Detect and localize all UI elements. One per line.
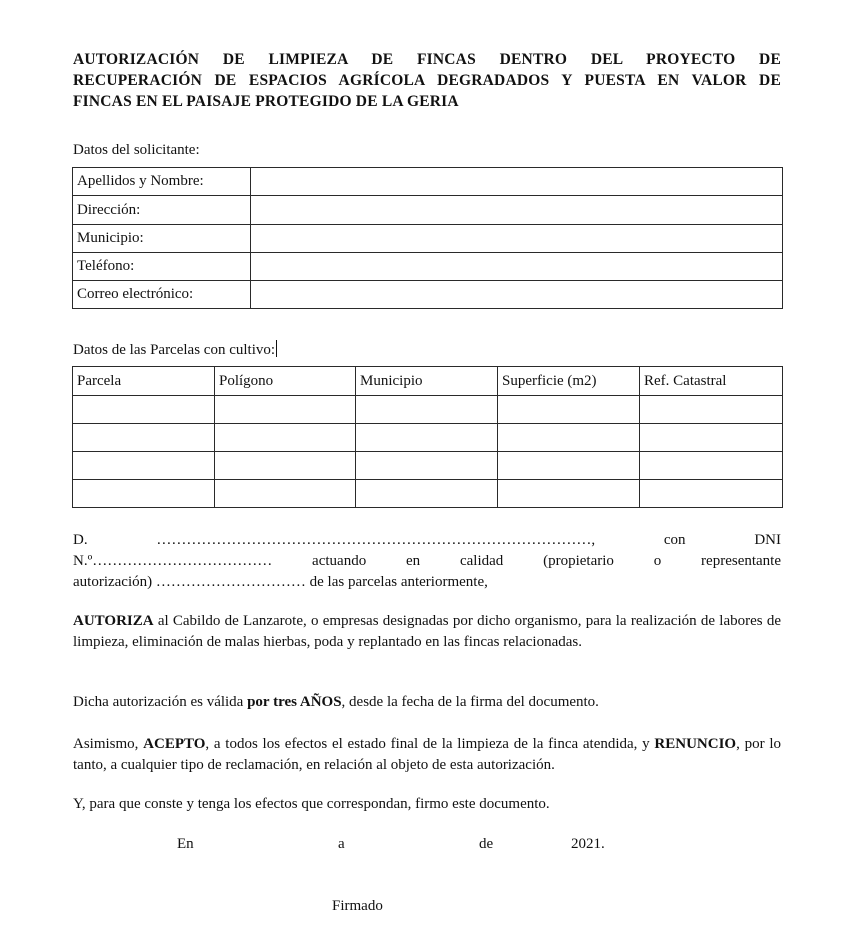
applicant-row-email	[73, 281, 783, 309]
email-field[interactable]	[251, 281, 783, 309]
poligono-cell[interactable]	[215, 452, 356, 480]
parcels-heading-text: Datos de las Parcelas con cultivo:	[73, 342, 276, 358]
applicant-heading: Datos del solicitante:	[73, 142, 200, 158]
declaration-line-3: autorización) ………………………… de las parcelas anteriormente,	[73, 574, 488, 590]
field-label: Apellidos y Nombre:	[73, 168, 251, 196]
declaration-d: D.	[73, 532, 88, 548]
field-label: Teléfono:	[73, 253, 251, 281]
acceptance-paragraph	[73, 734, 781, 776]
date-year: 2021.	[571, 836, 605, 852]
validity-paragraph	[73, 692, 781, 713]
name-blank[interactable]: ……………………………………………………………………………,	[156, 532, 596, 548]
autoriza-text: al Cabildo de Lanzarote, o empresas designadas por dicho organismo, para la realización de labores de limpieza, eliminación de malas hierbas, poda y replantado en las fincas relacionadas.	[73, 613, 781, 650]
column-header-parcela: Parcela	[73, 367, 215, 396]
document-title	[73, 49, 781, 112]
declaration-word: calidad	[459, 553, 504, 569]
closing-paragraph: Y, para que conste y tenga los efectos que correspondan, firmo este documento.	[73, 796, 550, 812]
superficie-cell[interactable]	[498, 452, 640, 480]
acceptance-text: , a todos los efectos el estado final de la limpieza de la finca atendida, y	[205, 736, 655, 752]
validity-text-after: , desde la fecha de la firma del documento.	[341, 694, 599, 710]
applicant-row-phone	[73, 253, 783, 281]
municipio-cell[interactable]	[356, 396, 498, 424]
declaration-word: representante	[701, 553, 781, 569]
applicant-row-address	[73, 196, 783, 225]
declaration-paragraph	[73, 530, 781, 593]
title-line-3: FINCAS EN EL PAISAJE PROTEGIDO DE LA GERIA	[73, 93, 459, 110]
acepto-bold: ACEPTO	[143, 736, 206, 752]
municipality-field[interactable]	[251, 225, 783, 253]
parcela-cell[interactable]	[73, 480, 215, 508]
ref-catastral-cell[interactable]	[640, 396, 783, 424]
declaration-dni: DNI	[754, 532, 781, 548]
municipio-cell[interactable]	[356, 480, 498, 508]
text-cursor	[276, 340, 277, 357]
acceptance-text: Asimismo,	[73, 736, 144, 752]
dni-blank[interactable]: N.º………………………………	[73, 553, 273, 569]
column-header-superficie: Superficie (m2)	[498, 367, 640, 396]
table-row	[73, 396, 783, 424]
applicant-table	[72, 167, 783, 309]
column-header-municipio: Municipio	[356, 367, 498, 396]
declaration-word: en	[406, 553, 421, 569]
title-line-2: RECUPERACIÓN DE ESPACIOS AGRÍCOLA DEGRADADOS Y PUESTA EN VALOR DE	[73, 72, 781, 89]
phone-field[interactable]	[251, 253, 783, 281]
municipio-cell[interactable]	[356, 452, 498, 480]
column-header-poligono: Polígono	[215, 367, 356, 396]
validity-bold: por tres AÑOS	[247, 694, 342, 710]
date-a: a	[338, 836, 345, 852]
declaration-word: (propietario	[543, 553, 614, 569]
table-row	[73, 452, 783, 480]
column-header-ref-catastral: Ref. Catastral	[640, 367, 783, 396]
declaration-line-1	[73, 530, 781, 551]
declaration-word: o	[653, 553, 662, 569]
superficie-cell[interactable]	[498, 424, 640, 452]
address-field[interactable]	[251, 196, 783, 225]
parcela-cell[interactable]	[73, 452, 215, 480]
date-de: de	[479, 836, 494, 852]
table-row	[73, 480, 783, 508]
autoriza-bold: AUTORIZA	[73, 613, 154, 629]
renuncio-bold: RENUNCIO	[654, 736, 737, 752]
poligono-cell[interactable]	[215, 396, 356, 424]
parcels-heading	[73, 340, 277, 359]
name-field[interactable]	[251, 168, 783, 196]
parcels-header-row	[73, 367, 783, 396]
autoriza-paragraph	[73, 611, 781, 653]
superficie-cell[interactable]	[498, 480, 640, 508]
declaration-word: actuando	[312, 553, 367, 569]
applicant-row-municipality	[73, 225, 783, 253]
ref-catastral-cell[interactable]	[640, 424, 783, 452]
municipio-cell[interactable]	[356, 424, 498, 452]
table-row	[73, 424, 783, 452]
poligono-cell[interactable]	[215, 424, 356, 452]
poligono-cell[interactable]	[215, 480, 356, 508]
ref-catastral-cell[interactable]	[640, 452, 783, 480]
parcela-cell[interactable]	[73, 396, 215, 424]
field-label: Municipio:	[73, 225, 251, 253]
field-label: Correo electrónico:	[73, 281, 251, 309]
declaration-line-2	[73, 551, 781, 572]
acceptance-text: , por lo tanto, a cualquier tipo de reclamación, en relación al objeto de esta autorización.	[73, 736, 781, 773]
signature-label: Firmado	[332, 898, 383, 914]
superficie-cell[interactable]	[498, 396, 640, 424]
declaration-con: con	[663, 532, 686, 548]
title-line-1: AUTORIZACIÓN DE LIMPIEZA DE FINCAS DENTRO DEL PROYECTO DE	[73, 51, 781, 68]
parcels-table	[72, 366, 783, 508]
validity-text-before: Dicha autorización es válida	[73, 694, 248, 710]
applicant-row-name	[73, 168, 783, 196]
field-label: Dirección:	[73, 196, 251, 225]
parcela-cell[interactable]	[73, 424, 215, 452]
date-en: En	[177, 836, 194, 852]
ref-catastral-cell[interactable]	[640, 480, 783, 508]
